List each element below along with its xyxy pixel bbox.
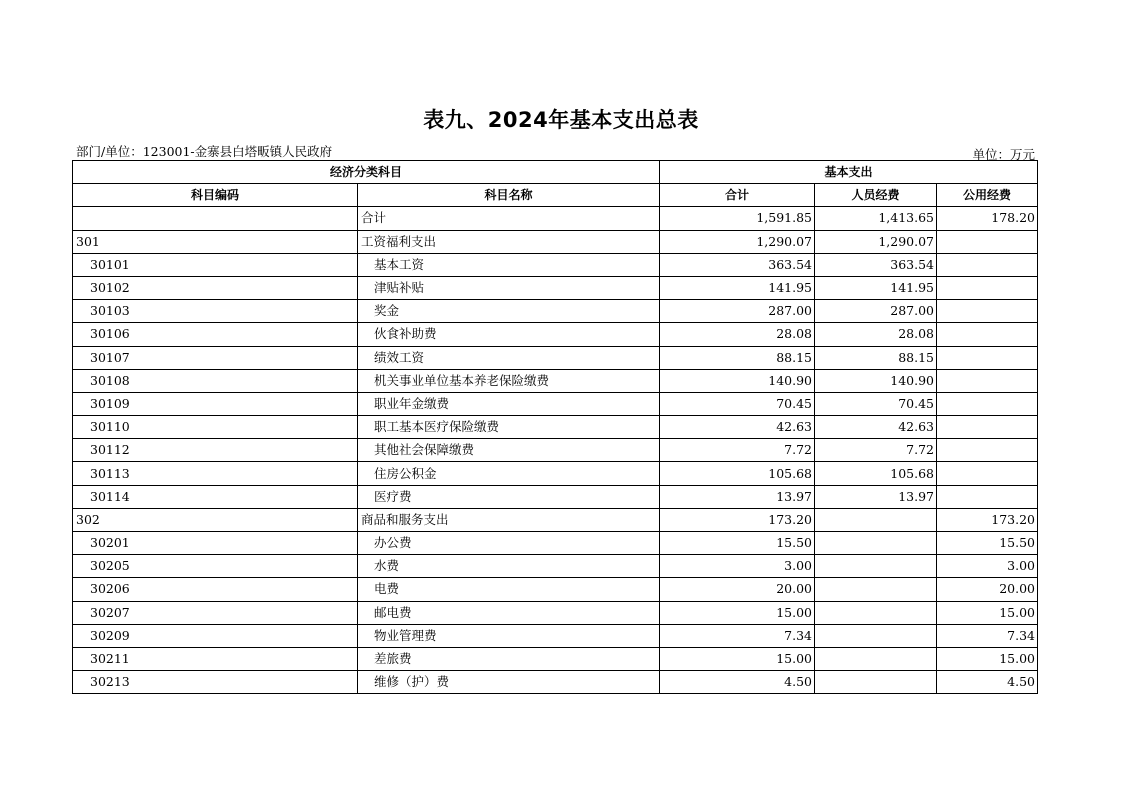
total-cell: 141.95 bbox=[660, 276, 815, 299]
name-cell: 医疗费 bbox=[358, 485, 660, 508]
code-cell bbox=[73, 207, 358, 230]
name-cell: 伙食补助费 bbox=[358, 323, 660, 346]
public-cell bbox=[937, 416, 1038, 439]
name-cell: 津贴补贴 bbox=[358, 276, 660, 299]
table-row bbox=[73, 369, 1038, 392]
total-cell: 28.08 bbox=[660, 323, 815, 346]
public-cell bbox=[937, 392, 1038, 415]
name-cell: 职业年金缴费 bbox=[358, 392, 660, 415]
public-cell bbox=[937, 253, 1038, 276]
code-cell: 30207 bbox=[73, 601, 358, 624]
total-cell: 287.00 bbox=[660, 300, 815, 323]
table-row bbox=[73, 624, 1038, 647]
personnel-cell bbox=[815, 647, 937, 670]
personnel-cell: 28.08 bbox=[815, 323, 937, 346]
table-row bbox=[73, 300, 1038, 323]
name-cell: 邮电费 bbox=[358, 601, 660, 624]
public-cell: 20.00 bbox=[937, 578, 1038, 601]
public-cell: 4.50 bbox=[937, 671, 1038, 694]
public-cell: 3.00 bbox=[937, 555, 1038, 578]
personnel-cell: 141.95 bbox=[815, 276, 937, 299]
personnel-cell: 88.15 bbox=[815, 346, 937, 369]
public-cell bbox=[937, 439, 1038, 462]
header-basic-expenditure: 基本支出 bbox=[660, 161, 1038, 184]
table-row bbox=[73, 230, 1038, 253]
public-cell: 178.20 bbox=[937, 207, 1038, 230]
code-cell: 30108 bbox=[73, 369, 358, 392]
personnel-cell bbox=[815, 671, 937, 694]
total-cell: 70.45 bbox=[660, 392, 815, 415]
public-cell: 7.34 bbox=[937, 624, 1038, 647]
table-row bbox=[73, 485, 1038, 508]
table-row bbox=[73, 346, 1038, 369]
table-row bbox=[73, 647, 1038, 670]
public-cell: 15.00 bbox=[937, 647, 1038, 670]
code-cell: 301 bbox=[73, 230, 358, 253]
table-row bbox=[73, 601, 1038, 624]
total-cell: 13.97 bbox=[660, 485, 815, 508]
code-cell: 30205 bbox=[73, 555, 358, 578]
code-cell: 30209 bbox=[73, 624, 358, 647]
header-personnel: 人员经费 bbox=[815, 184, 937, 207]
public-cell bbox=[937, 462, 1038, 485]
table-row bbox=[73, 207, 1038, 230]
total-cell: 363.54 bbox=[660, 253, 815, 276]
total-cell: 7.72 bbox=[660, 439, 815, 462]
personnel-cell: 287.00 bbox=[815, 300, 937, 323]
code-cell: 30106 bbox=[73, 323, 358, 346]
name-cell: 住房公积金 bbox=[358, 462, 660, 485]
public-cell bbox=[937, 276, 1038, 299]
header-public: 公用经费 bbox=[937, 184, 1038, 207]
public-cell bbox=[937, 346, 1038, 369]
public-cell bbox=[937, 230, 1038, 253]
personnel-cell: 1,290.07 bbox=[815, 230, 937, 253]
code-cell: 30113 bbox=[73, 462, 358, 485]
table-row bbox=[73, 508, 1038, 531]
header-name: 科目名称 bbox=[358, 184, 660, 207]
personnel-cell: 105.68 bbox=[815, 462, 937, 485]
expenditure-table bbox=[72, 160, 1038, 694]
personnel-cell: 13.97 bbox=[815, 485, 937, 508]
public-cell bbox=[937, 369, 1038, 392]
total-cell: 105.68 bbox=[660, 462, 815, 485]
code-cell: 30211 bbox=[73, 647, 358, 670]
name-cell: 水费 bbox=[358, 555, 660, 578]
table-row bbox=[73, 323, 1038, 346]
name-cell: 合计 bbox=[358, 207, 660, 230]
total-cell: 3.00 bbox=[660, 555, 815, 578]
code-cell: 30107 bbox=[73, 346, 358, 369]
unit-label: 单位：万元 bbox=[972, 147, 1035, 162]
header-economic-classification: 经济分类科目 bbox=[73, 161, 660, 184]
personnel-cell: 7.72 bbox=[815, 439, 937, 462]
code-cell: 30102 bbox=[73, 276, 358, 299]
code-cell: 30201 bbox=[73, 532, 358, 555]
table-row bbox=[73, 276, 1038, 299]
total-cell: 1,290.07 bbox=[660, 230, 815, 253]
total-cell: 173.20 bbox=[660, 508, 815, 531]
header-total: 合计 bbox=[660, 184, 815, 207]
table-row bbox=[73, 253, 1038, 276]
public-cell: 173.20 bbox=[937, 508, 1038, 531]
table-row bbox=[73, 392, 1038, 415]
name-cell: 电费 bbox=[358, 578, 660, 601]
code-cell: 30112 bbox=[73, 439, 358, 462]
total-cell: 15.00 bbox=[660, 601, 815, 624]
name-cell: 商品和服务支出 bbox=[358, 508, 660, 531]
total-cell: 7.34 bbox=[660, 624, 815, 647]
header-row-group bbox=[73, 161, 1038, 184]
code-cell: 30109 bbox=[73, 392, 358, 415]
name-cell: 奖金 bbox=[358, 300, 660, 323]
name-cell: 差旅费 bbox=[358, 647, 660, 670]
table-row bbox=[73, 578, 1038, 601]
table-row bbox=[73, 416, 1038, 439]
personnel-cell: 363.54 bbox=[815, 253, 937, 276]
table-row bbox=[73, 462, 1038, 485]
total-cell: 140.90 bbox=[660, 369, 815, 392]
name-cell: 办公费 bbox=[358, 532, 660, 555]
name-cell: 绩效工资 bbox=[358, 346, 660, 369]
personnel-cell bbox=[815, 555, 937, 578]
public-cell: 15.50 bbox=[937, 532, 1038, 555]
code-cell: 30114 bbox=[73, 485, 358, 508]
total-cell: 20.00 bbox=[660, 578, 815, 601]
total-cell: 1,591.85 bbox=[660, 207, 815, 230]
code-cell: 302 bbox=[73, 508, 358, 531]
name-cell: 机关事业单位基本养老保险缴费 bbox=[358, 369, 660, 392]
header-row-columns bbox=[73, 184, 1038, 207]
public-cell bbox=[937, 485, 1038, 508]
name-cell: 物业管理费 bbox=[358, 624, 660, 647]
public-cell bbox=[937, 323, 1038, 346]
personnel-cell: 42.63 bbox=[815, 416, 937, 439]
table-body bbox=[73, 207, 1038, 694]
code-cell: 30110 bbox=[73, 416, 358, 439]
table-row bbox=[73, 671, 1038, 694]
department-label: 部门/单位：123001-金寨县白塔畈镇人民政府 bbox=[76, 144, 333, 159]
total-cell: 15.50 bbox=[660, 532, 815, 555]
personnel-cell bbox=[815, 601, 937, 624]
total-cell: 88.15 bbox=[660, 346, 815, 369]
personnel-cell bbox=[815, 624, 937, 647]
code-cell: 30213 bbox=[73, 671, 358, 694]
public-cell bbox=[937, 300, 1038, 323]
personnel-cell bbox=[815, 508, 937, 531]
name-cell: 基本工资 bbox=[358, 253, 660, 276]
personnel-cell bbox=[815, 578, 937, 601]
code-cell: 30101 bbox=[73, 253, 358, 276]
personnel-cell: 1,413.65 bbox=[815, 207, 937, 230]
table-row bbox=[73, 439, 1038, 462]
name-cell: 其他社会保障缴费 bbox=[358, 439, 660, 462]
name-cell: 工资福利支出 bbox=[358, 230, 660, 253]
personnel-cell: 70.45 bbox=[815, 392, 937, 415]
code-cell: 30206 bbox=[73, 578, 358, 601]
table-row bbox=[73, 532, 1038, 555]
name-cell: 维修（护）费 bbox=[358, 671, 660, 694]
table-row bbox=[73, 555, 1038, 578]
personnel-cell bbox=[815, 532, 937, 555]
total-cell: 15.00 bbox=[660, 647, 815, 670]
total-cell: 42.63 bbox=[660, 416, 815, 439]
public-cell: 15.00 bbox=[937, 601, 1038, 624]
personnel-cell: 140.90 bbox=[815, 369, 937, 392]
page-title: 表九、2024年基本支出总表 bbox=[423, 108, 699, 132]
code-cell: 30103 bbox=[73, 300, 358, 323]
header-code: 科目编码 bbox=[73, 184, 358, 207]
total-cell: 4.50 bbox=[660, 671, 815, 694]
name-cell: 职工基本医疗保险缴费 bbox=[358, 416, 660, 439]
